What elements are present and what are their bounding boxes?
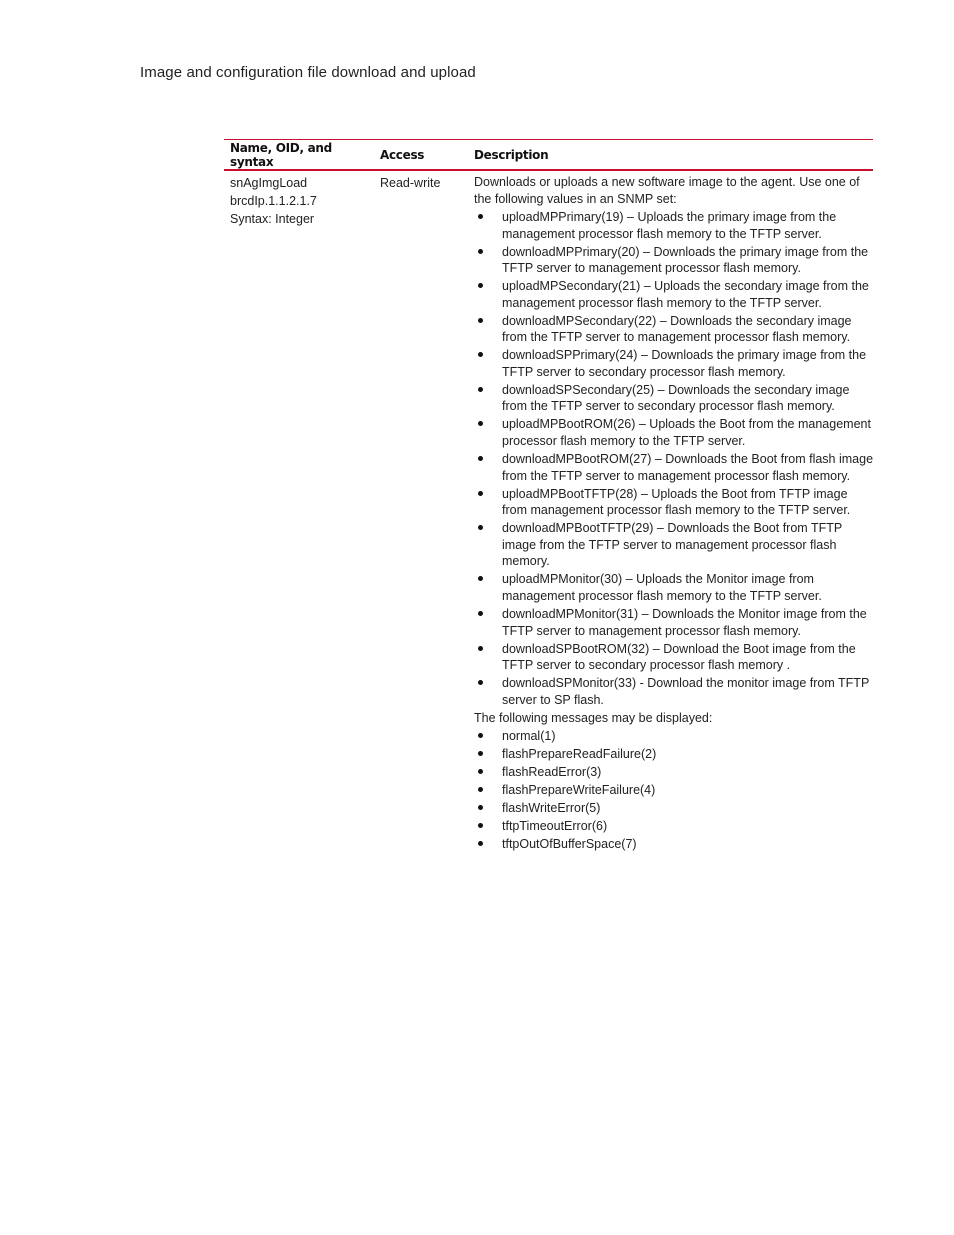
list-item: downloadMPBootTFTP(29) – Downloads the Boot from TFTP image from the TFTP server to management processor flash memory. [474,520,873,570]
list-item: uploadMPPrimary(19) – Uploads the primary image from the management processor flash memory to the TFTP server. [474,209,873,242]
column-header-description: Description [474,147,549,162]
list-item: tftpTimeoutError(6) [474,818,873,835]
list-item: normal(1) [474,728,873,745]
object-name: snAgImgLoad [230,176,308,190]
list-item: uploadMPBootTFTP(28) – Uploads the Boot from TFTP image from management processor flash memory to the TFTP server. [474,486,873,519]
list-item: downloadMPMonitor(31) – Downloads the Monitor image from the TFTP server to management processor flash memory. [474,606,873,639]
list-item: flashPrepareWriteFailure(4) [474,782,873,799]
message-list [474,728,873,853]
object-syntax: Syntax: Integer [230,212,315,226]
column-header-name: Name, OID, and syntax [230,140,332,169]
object-description-cell [468,174,873,854]
list-item: flashReadError(3) [474,764,873,781]
object-access: Read-write [380,176,441,190]
table-row [224,171,873,854]
list-item: flashWriteError(5) [474,800,873,817]
page-section-title: Image and configuration file download and upload [140,64,476,81]
object-oid: brcdIp.1.1.2.1.7 [230,194,317,208]
list-item: uploadMPBootROM(26) – Uploads the Boot from the management processor flash memory to the TFTP server. [474,416,873,449]
messages-intro: The following messages may be displayed: [474,710,713,725]
list-item: uploadMPSecondary(21) – Uploads the secondary image from the management processor flash memory to the TFTP server. [474,278,873,311]
list-item: uploadMPMonitor(30) – Uploads the Monitor image from management processor flash memory to the TFTP server. [474,571,873,604]
column-header-access: Access [380,147,425,162]
value-list [474,209,873,708]
list-item: downloadSPBootROM(32) – Download the Boot image from the TFTP server to secondary processor flash memory . [474,641,873,674]
object-name-cell [224,174,374,854]
object-access-cell [374,174,468,854]
list-item: downloadSPSecondary(25) – Downloads the secondary image from the TFTP server to secondary processor flash memory. [474,382,873,415]
description-intro: Downloads or uploads a new software image to the agent. Use one of the following values in an SNMP set: [474,175,860,206]
table-header-row [224,140,873,171]
list-item: tftpOutOfBufferSpace(7) [474,836,873,853]
mib-object-table [224,139,873,854]
list-item: downloadSPMonitor(33) - Download the monitor image from TFTP server to SP flash. [474,675,873,708]
list-item: downloadMPBootROM(27) – Downloads the Boot from flash image from the TFTP server to management processor flash memory. [474,451,873,484]
list-item: downloadMPPrimary(20) – Downloads the primary image from the TFTP server to management processor flash memory. [474,244,873,277]
list-item: downloadMPSecondary(22) – Downloads the secondary image from the TFTP server to management processor flash memory. [474,313,873,346]
list-item: downloadSPPrimary(24) – Downloads the primary image from the TFTP server to secondary processor flash memory. [474,347,873,380]
list-item: flashPrepareReadFailure(2) [474,746,873,763]
